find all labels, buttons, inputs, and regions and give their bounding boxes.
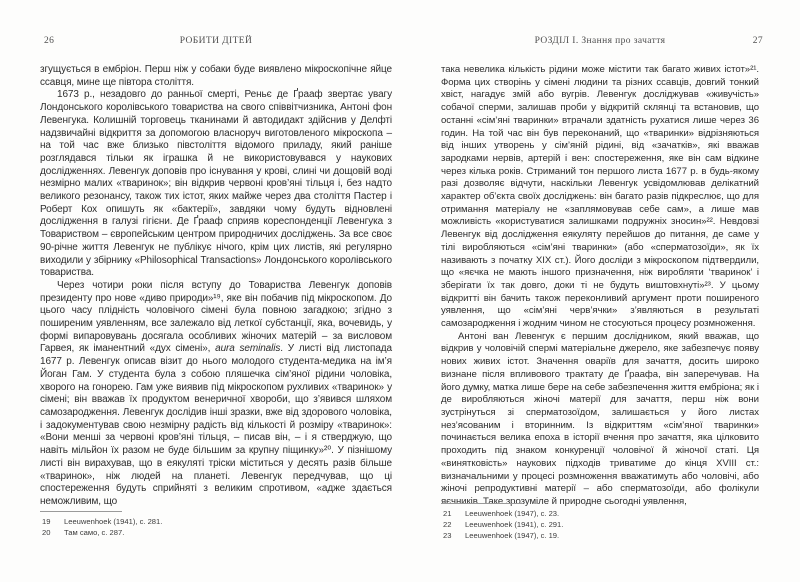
footnote-number: 21 bbox=[443, 509, 452, 518]
paragraph: Через чотири роки після вступу до Товариства Левенгук доповів президенту про нове «диво природи»¹⁹, яке він побачив під мікроскопом. До цього часу плідність чоловічого сімені була повною загадкою; згідно з поширеним уявленням, все залежало від леткої субстанції, яка, вочевидь, у формі випаровувань досягала особливих жіночих матерій – за висловом Гарвея, як іманентний «дух сімені», aura seminalis. У листі від листопада 1677 р. Левенгук описав візит до нього молодого студента-медика на ім’я Йоган Гам. У студента була з собою пляшечка сім’яної рідини чоловіка, хворого на гонорею. Гам уже виявив під мікроскопом рухливих «тваринок» у сімені; він вважав їх продуктом венеричної хвороби, що з’явився шляхом самозародження. Левенгук дослідив інші зразки, вже від здорового чоловіка, і задокументував свою незмірну радість від кількості й розміру «тваринок»: «Вони менші за червоні кров’яні тільця, – писав він, – і я стверджую, що навіть мільйон їх разом не буде більшим за крупну піщинку»²⁰. У пізнішому листі він вирахував, що в еякуляті тріски міститься у десять разів більше «тваринок», ніж людей на планеті. Левенгук передчував, що ці спостереження будуть сприйняті з великим спротивом, «адже здається неможливим, що bbox=[40, 279, 392, 507]
footnote-list bbox=[441, 508, 759, 541]
right-body-text bbox=[441, 64, 759, 509]
footnote-list bbox=[40, 516, 392, 538]
left-page bbox=[40, 0, 392, 582]
footnote bbox=[40, 516, 392, 527]
paragraph: згущується в ембріон. Перш ніж у собаки буде виявлено мікроскопічне яйце ссавця, мине ще півтора століття. bbox=[40, 64, 392, 88]
footnote bbox=[441, 519, 759, 530]
footnote bbox=[441, 508, 759, 519]
right-page-header bbox=[441, 36, 763, 48]
running-title-right: РОЗДІЛ І. Знання про зачаття bbox=[534, 36, 666, 46]
footnote-text: Там само, с. 287. bbox=[64, 528, 125, 537]
paragraph: 1673 р., незадовго до ранньої смерті, Реньє де Ґрааф звертає увагу Лондонського королівського товариства на свого співвітчизника, Антоні фон Левенгука. Колишній торговець тканинами й автодидакт здійснив у Делфті надзвичайні відкриття за допомогою власноруч виготовленого мікроскопа – на той час вже близько півстоліття відомого приладу, який раніше розглядався тільки як іграшка й не використовувався у наукових дослідженнях. Левенгук доповів про існування у крові, слині чи дощовій воді незмірно малих «тваринок»; він відкрив червоні кров’яні тільця і, без надто великого резонансу, також тих істот, яких майже через два століття Пастер і Роберт Кох опишуть як «бактерії», завдяки чому будуть відновлені дослідження в галузі гігієни. Де Ґрааф сприяв кореспонденції Левенгука з Товариством – європейським центром природничих досліджень. За все своє 90-річне життя Левенгук не публікує нічого, крім цих листів, які регулярно виходили у збірнику «Philosophical Transactions» Лондонського королівського товариства. bbox=[40, 89, 392, 279]
running-title-left: РОБИТИ ДІТЕЙ bbox=[179, 36, 253, 46]
footnote-text: Leeuwenhoek (1947), с. 19. bbox=[465, 531, 560, 540]
footnote-number: 20 bbox=[42, 528, 51, 537]
page-number-left: 26 bbox=[44, 36, 55, 46]
left-footnotes bbox=[40, 511, 392, 538]
paragraph: Антоні ван Левенгук є першим дослідником, який вважав, що відкрив у чоловічій спермі матеріальне джерело, яке забезпечує появу нових живих істот. Значення оваріїв для зачаття, досить широко визнане після впливового трактату де Ґраафа, він заперечував. На його думку, матка лише бере на себе забезпечення життя ембріона; як і де виробляються жіночі матерії для зачаття, перш ніж вони зустрінуться зі сперматозоїдом, залишається у його листах нез’ясованим і вторинним. Із відкриттям «сім’яної тваринки» починається велика епоха в історії вчення про зачаття, яка цілковито проходить під знаком конкуренції чоловічої й жіночої статі. Ця «винятковість» наукових підходів триватиме до кінця XVIII ст.: визначальними у процесі розмноження вважатимуть або чоловічі, або жіночі репродуктивні матерії – або сперматозоїди, або фолікули яєчників. Таке зрозуміле й природне сьогодні уявлення, bbox=[441, 330, 759, 507]
left-page-header bbox=[40, 36, 392, 48]
footnote-divider bbox=[40, 511, 122, 512]
footnote-text: Leeuwenhoek (1947), с. 23. bbox=[465, 509, 560, 518]
left-body-text bbox=[40, 64, 392, 509]
footnote-number: 19 bbox=[42, 517, 51, 526]
footnote-text: Leeuwenhoek (1941), с. 281. bbox=[64, 517, 163, 526]
footnote-divider bbox=[441, 503, 523, 504]
footnote-number: 22 bbox=[443, 520, 452, 529]
footnote-number: 23 bbox=[443, 531, 452, 540]
footnote bbox=[40, 527, 392, 538]
paragraph: така невелика кількість рідини може містити так багато живих істот»²¹. Форма цих створінь у сімені людини та різних ссавців, довгий тонкий хвіст, нагадує змій або вугрів. Левенгук досліджував «живучість» собачої сперми, залишав проби у відкритій склянці та встановив, що останні «сім’яні тваринки» втрачали здатність рухатися лише через 36 годин. На той час він був переконаний, що «тваринки» відрізняються від інших утворень у сім’яній рідині, від «зачатків», які вважав зародками нервів, артерій і вен: спостереження, яке він сам відкине через кілька років. Стриманий тон першого листа 1677 р. в будь-якому разі дозволяє відчути, наскільки Левенгук усвідомлював делікатний характер об’єкта своїх досліджень: він багато разів підкреслює, що для отримання матеріалу не «заплямовував себе сам», а лише мав можливість «користуватися залишками подружніх зносин»²². Невдовзі Левенгук від дослідження еякуляту перейшов до питання, де саме у тілі виробляються «сім’яні тваринки» (або «сперматозоїди», як їх називають з початку XIX ст.). Його досліди з мікроскопом підтвердили, що «яєчка не мають іншого призначення, ніж виробляти ‘тваринок’ і зберігати їх так довго, доки ті не будуть виштовхнуті»²³. У цьому відкритті він бачить також переконливий аргумент проти поширеного уявлення, що «сім’яні черв’ячки» з’являються в результаті самозародження і жодним чином не стосуються процесу розмноження. bbox=[441, 64, 759, 330]
footnote bbox=[441, 530, 759, 541]
footnote-text: Leeuwenhoek (1941), с. 291. bbox=[465, 520, 564, 529]
right-page bbox=[441, 0, 763, 582]
right-footnotes bbox=[441, 503, 759, 541]
page-number-right: 27 bbox=[752, 36, 763, 46]
